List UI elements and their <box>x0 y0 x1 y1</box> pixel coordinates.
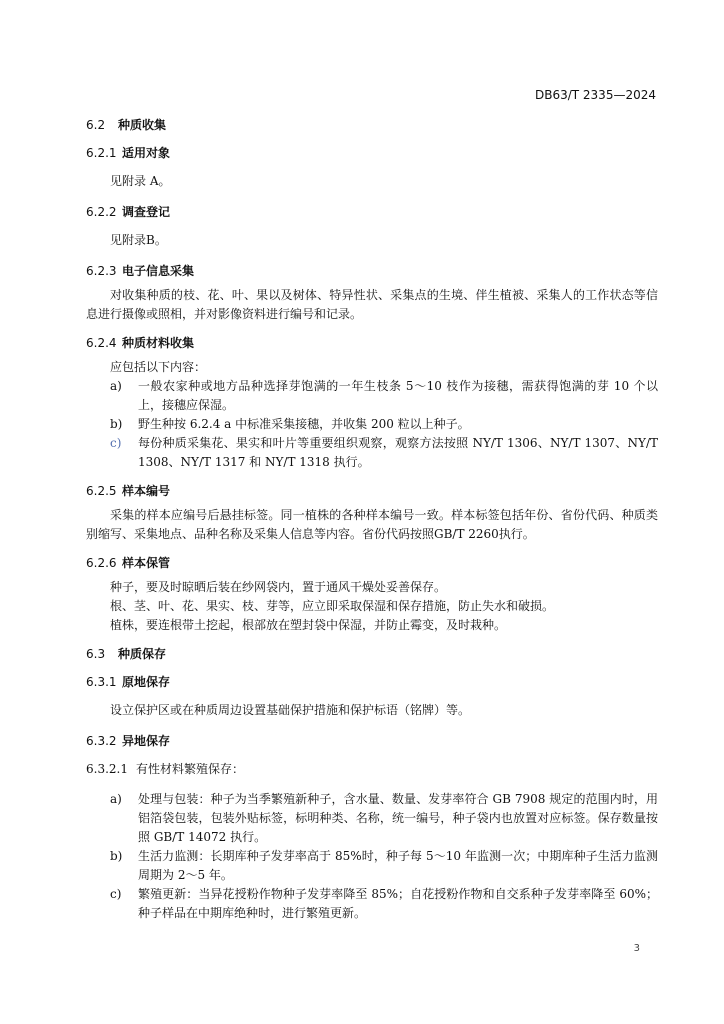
section-heading-6-3-2-1 <box>86 760 658 778</box>
list-item <box>86 847 658 885</box>
list-marker: c) <box>110 436 122 450</box>
section-number: 6.3.2 <box>86 734 117 748</box>
section-number: 6.2.4 <box>86 336 117 350</box>
paragraph: 应包括以下内容： <box>110 360 207 374</box>
section-title: 种质收集 <box>118 118 167 132</box>
section-heading-6-2-1 <box>86 144 658 162</box>
list-text: 繁殖更新：当异花授粉作物种子发芽率降至 85%；自花授粉作物和自交系种子发芽率降至 60%；种子样品在中期库绝种时，进行繁殖更新。 <box>138 887 658 920</box>
list-marker: b) <box>110 417 123 431</box>
section-number: 6.2 <box>86 118 106 132</box>
section-title: 异地保存 <box>122 734 171 748</box>
list-text: 一般农家种或地方品种选择芽饱满的一年生枝条 5～10 枝作为接穗，需获得饱满的芽 10 个以上，接穗应保湿。 <box>138 379 658 412</box>
paragraph: 根、茎、叶、花、果实、枝、芽等，应立即采取保湿和保存措施，防止失水和破损。 <box>110 599 555 613</box>
section-heading-6-3-1 <box>86 673 658 691</box>
paragraph: 见附录B。 <box>110 233 167 247</box>
section-heading-6-2-5 <box>86 482 658 500</box>
section-heading-6-2-4 <box>86 334 658 352</box>
section-title: 适用对象 <box>122 146 171 160</box>
section-heading-6-3 <box>86 645 658 663</box>
paragraph: 采集的样本应编号后悬挂标签。同一植株的各种样本编号一致。样本标签包括年份、省份代码、种质类别缩写、采集地点、品种名称及采集人信息等内容。省份代码按照GB/T 2260执行。 <box>86 508 658 541</box>
section-number: 6.2.6 <box>86 556 117 570</box>
paragraph: 对收集种质的枝、花、叶、果以及树体、特异性状、采集点的生境、伴生植被、采集人的工作状态等信息进行摄像或照相，并对影像资料进行编号和记录。 <box>86 288 658 321</box>
list-text: 野生种按 6.2.4 a 中标准采集接穗，并收集 200 粒以上种子。 <box>138 417 470 431</box>
section-title: 电子信息采集 <box>122 264 195 278</box>
paragraph: 见附录 A。 <box>110 174 171 188</box>
section-title: 样本编号 <box>122 484 171 498</box>
list-text: 每份种质采集花、果实和叶片等重要组织观察，观察方法按照 NY/T 1306、NY/T 1307、NY/T 1308、NY/T 1317 和 NY/T 1318 执行。 <box>138 436 658 469</box>
section-number: 6.2.1 <box>86 146 117 160</box>
list-text: 生活力监测：长期库种子发芽率高于 85%时，种子每 5～10 年监测一次；中期库种子生活力监测周期为 2～5 年。 <box>138 849 658 882</box>
section-title: 种质材料收集 <box>122 336 195 350</box>
section-number: 6.2.5 <box>86 484 117 498</box>
list-item <box>86 377 658 415</box>
section-number: 6.3.2.1 <box>86 762 128 776</box>
document-body <box>86 116 658 923</box>
section-title: 种质保存 <box>118 647 167 661</box>
section-heading-6-2-6 <box>86 554 658 572</box>
section-number: 6.2.2 <box>86 205 117 219</box>
list-item <box>86 434 658 472</box>
section-number: 6.3 <box>86 647 106 661</box>
list-item <box>86 790 658 847</box>
section-number: 6.2.3 <box>86 264 117 278</box>
section-title: 原地保存 <box>122 675 171 689</box>
section-heading-6-3-2 <box>86 732 658 750</box>
list-marker: b) <box>110 849 123 863</box>
list-marker: a) <box>110 792 122 806</box>
section-heading-6-2 <box>86 116 658 134</box>
section-heading-6-2-2 <box>86 203 658 221</box>
list-text: 处理与包装：种子为当季繁殖新种子，含水量、数量、发芽率符合 GB 7908 规定的范围内时，用铝箔袋包装，包装外贴标签，标明种类、名称，统一编号，种子袋内也放置对应标签。保存数量按照 GB/T 14072 执行。 <box>138 792 658 844</box>
section-title: 有性材料繁殖保存： <box>136 762 245 776</box>
standard-code: DB63/T 2335—2024 <box>534 88 656 102</box>
page-number: 3 <box>633 943 640 954</box>
section-title: 样本保管 <box>122 556 171 570</box>
list-item <box>86 885 658 923</box>
paragraph: 种子，要及时晾晒后装在纱网袋内，置于通风干燥处妥善保存。 <box>110 580 447 594</box>
list-item <box>86 415 658 434</box>
section-title: 调查登记 <box>122 205 171 219</box>
list-marker: c) <box>110 887 122 901</box>
section-number: 6.3.1 <box>86 675 117 689</box>
list-marker: a) <box>110 379 122 393</box>
paragraph: 设立保护区或在种质周边设置基础保护措施和保护标语（铭牌）等。 <box>110 703 471 717</box>
paragraph: 植株，要连根带土挖起，根部放在塑封袋中保湿，并防止霉变，及时栽种。 <box>110 618 507 632</box>
section-heading-6-2-3 <box>86 262 658 280</box>
